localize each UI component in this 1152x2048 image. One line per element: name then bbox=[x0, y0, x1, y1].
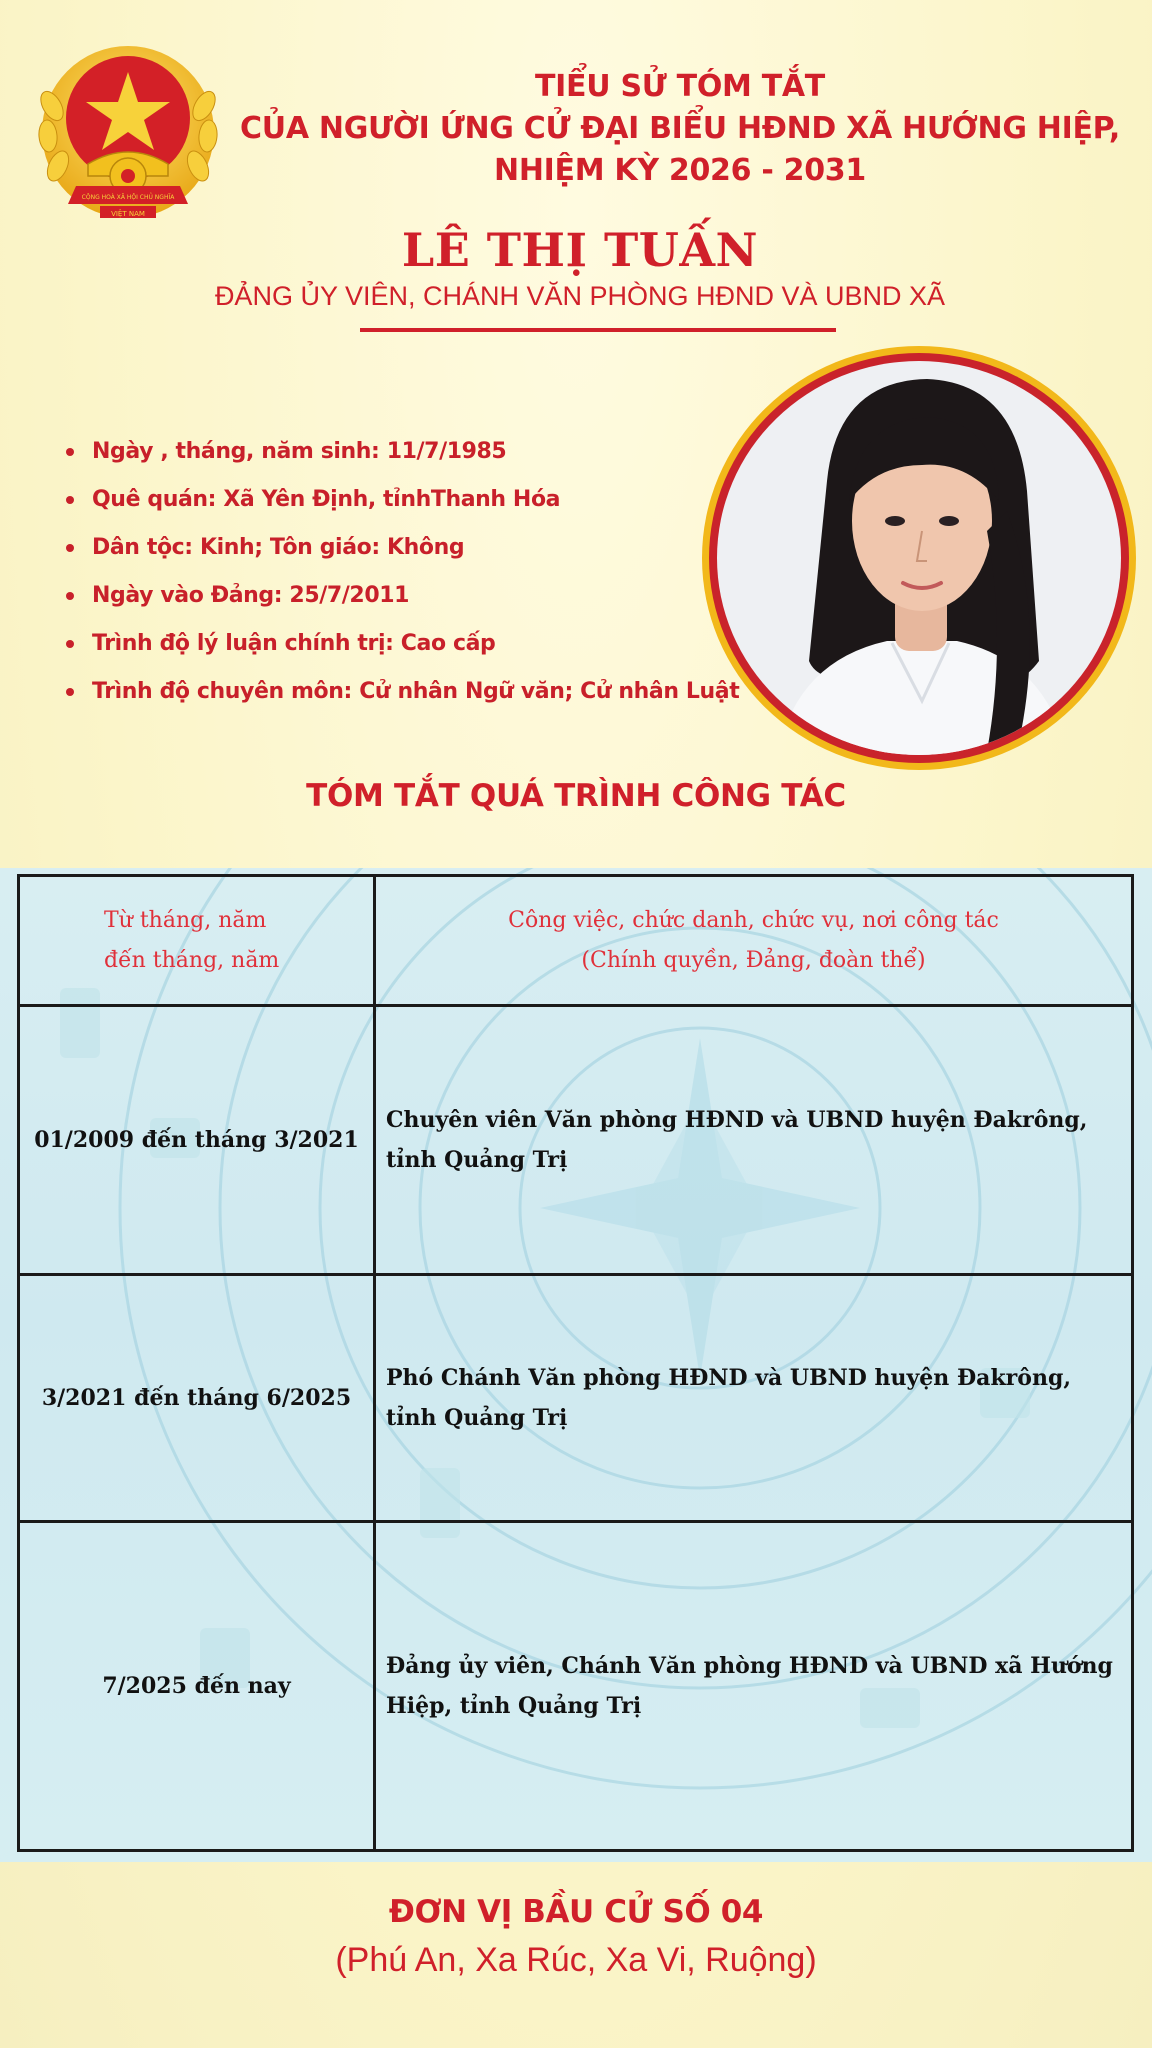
candidate-name: LÊ THỊ TUẤN bbox=[401, 223, 759, 277]
table-row bbox=[19, 1006, 1133, 1275]
bullet-icon bbox=[66, 688, 74, 696]
portrait-photo bbox=[717, 361, 1121, 755]
header-role: Công việc, chức danh, chức vụ, nơi công tác (Chính quyền, Đảng, đoàn thể) bbox=[375, 876, 1133, 1006]
title-line-1: TIỂU SỬ TÓM TẮT bbox=[535, 69, 825, 104]
info-ethnicity-religion: Dân tộc: Kinh; Tôn giáo: Không bbox=[62, 524, 739, 572]
career-table bbox=[17, 874, 1134, 1852]
row-period: 01/2009 đến tháng 3/2021 bbox=[19, 1006, 375, 1275]
title-line-3: NHIỆM KỲ 2026 - 2031 bbox=[494, 153, 866, 188]
header-period: Từ tháng, năm đến tháng, năm bbox=[19, 876, 375, 1006]
row-period: 3/2021 đến tháng 6/2025 bbox=[19, 1275, 375, 1522]
info-birth-date: Ngày , tháng, năm sinh: 11/7/1985 bbox=[62, 428, 739, 476]
info-political-theory: Trình độ lý luận chính trị: Cao cấp bbox=[62, 620, 739, 668]
table-row bbox=[19, 1275, 1133, 1522]
info-hometown: Quê quán: Xã Yên Định, tỉnhThanh Hóa bbox=[62, 476, 739, 524]
table-row bbox=[19, 1521, 1133, 1850]
row-role: Phó Chánh Văn phòng HĐND và UBND huyện Đakrông, tỉnh Quảng Trị bbox=[375, 1275, 1133, 1522]
bullet-icon bbox=[66, 496, 74, 504]
candidate-portrait bbox=[709, 353, 1129, 763]
info-party-date: Ngày vào Đảng: 25/7/2011 bbox=[62, 572, 739, 620]
document-title bbox=[230, 66, 1130, 192]
title-line-2: CỦA NGƯỜI ỨNG CỬ ĐẠI BIỂU HĐND XÃ HƯỚNG HIỆP, bbox=[240, 111, 1120, 146]
candidate-position: ĐẢNG ỦY VIÊN, CHÁNH VĂN PHÒNG HĐND VÀ UBND XÃ bbox=[214, 281, 946, 311]
bullet-icon bbox=[66, 592, 74, 600]
national-emblem bbox=[38, 36, 218, 222]
bullet-icon bbox=[66, 544, 74, 552]
bullet-icon bbox=[66, 448, 74, 456]
svg-text:VIỆT NAM: VIỆT NAM bbox=[111, 210, 145, 218]
row-period: 7/2025 đến nay bbox=[19, 1521, 375, 1850]
personal-info-list bbox=[62, 428, 739, 716]
svg-text:CỘNG HOÀ XÃ HỘI CHỦ NGHĨA: CỘNG HOÀ XÃ HỘI CHỦ NGHĨA bbox=[81, 194, 175, 201]
section-title: TÓM TẮT QUÁ TRÌNH CÔNG TÁC bbox=[306, 778, 846, 814]
row-role: Chuyên viên Văn phòng HĐND và UBND huyện Đakrông, tỉnh Quảng Trị bbox=[375, 1006, 1133, 1275]
row-role: Đảng ủy viên, Chánh Văn phòng HĐND và UBND xã Hướng Hiệp, tỉnh Quảng Trị bbox=[375, 1521, 1133, 1850]
title-divider bbox=[360, 328, 836, 332]
info-education: Trình độ chuyên môn: Cử nhân Ngữ văn; Cử nhân Luật bbox=[62, 668, 739, 716]
bullet-icon bbox=[66, 640, 74, 648]
table-header-row bbox=[19, 876, 1133, 1006]
electoral-unit: ĐƠN VỊ BẦU CỬ SỐ 04 bbox=[388, 1894, 764, 1930]
electoral-areas: (Phú An, Xa Rúc, Xa Vi, Ruộng) bbox=[335, 1941, 817, 1979]
